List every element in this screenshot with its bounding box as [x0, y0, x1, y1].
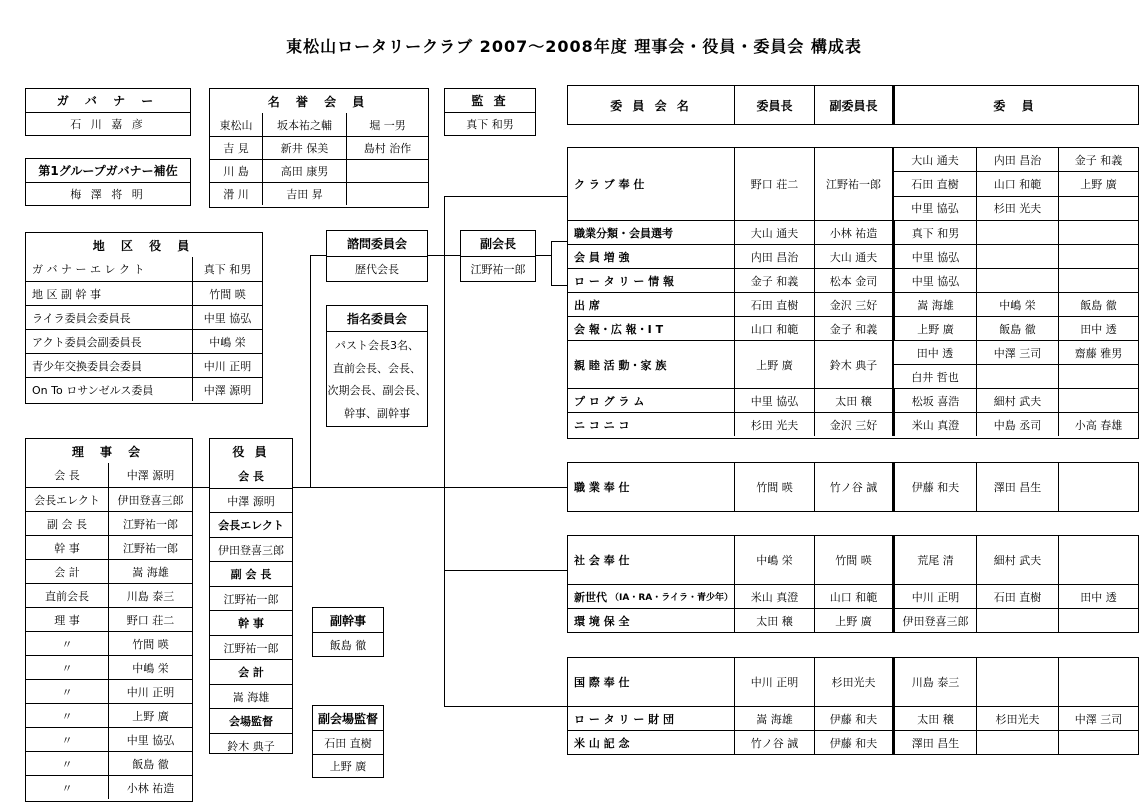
board-name: 中里 協弘 [108, 728, 192, 751]
board-name: 嵩 海雄 [108, 560, 192, 583]
committee-member: 白井 哲也 [911, 370, 959, 384]
committee-vice-chair: 江野祐一郎 [814, 148, 894, 220]
committee-chair: 中川 正明 [734, 658, 814, 706]
board-name: 上野 廣 [108, 704, 192, 727]
committee-chair: 竹間 暎 [734, 463, 814, 511]
nominating-header: 指名委員会 [346, 312, 407, 326]
honorary-member [346, 160, 428, 182]
member-subrow [894, 364, 1138, 388]
committee-vice-chair: 鈴木 典子 [814, 341, 894, 388]
governor-name: 石 川 嘉 彦 [70, 118, 146, 131]
committee-chair: 嵩 海雄 [734, 707, 814, 730]
table-row [568, 412, 1138, 436]
honorary-member [346, 183, 428, 205]
committee-member: 中澤 三司 [976, 341, 1058, 364]
board-name: 野口 荘二 [108, 608, 192, 631]
committee-member: 杉田 光夫 [976, 197, 1058, 220]
committee-name: 職業分類・会員選考 [574, 226, 673, 240]
board-name: 飯島 徹 [108, 752, 192, 775]
committee-member: 中里 協弘 [894, 269, 976, 292]
committee-vice-chair: 伊藤 和夫 [814, 731, 894, 754]
officer-name: 江野祐一郎 [223, 592, 279, 606]
committee-member: 川島 泰三 [894, 658, 976, 706]
committee-member: 澤田 昌生 [976, 463, 1058, 511]
connector-line [310, 255, 326, 256]
officer-role: 副 会 長 [230, 568, 272, 581]
vocational-box [567, 462, 1139, 512]
committee-member [1058, 365, 1138, 388]
board-box [25, 438, 193, 802]
table-row [26, 353, 262, 377]
table-row [26, 463, 192, 487]
committee-name: 会 員 増 強 [574, 250, 630, 264]
table-row [26, 487, 192, 511]
connector-line [193, 487, 209, 488]
table-row [568, 463, 1138, 511]
member-subrow [894, 341, 1138, 364]
board-role: 理 事 [54, 613, 80, 627]
table-row [26, 583, 192, 607]
table-row [568, 706, 1138, 730]
table-row [568, 148, 1138, 220]
committee-member [1058, 609, 1138, 632]
nominating-line: 幹事、副幹事 [344, 406, 410, 420]
committee-member: 伊田登喜三郎 [894, 609, 976, 632]
committee-member: 金子 和義 [1058, 148, 1138, 171]
chair-header: 委員長 [734, 86, 814, 124]
board-name: 江野祐一郎 [108, 512, 192, 535]
board-role: 副 会 長 [47, 517, 87, 531]
board-role: 会長エレクト [34, 493, 100, 507]
committee-member: 米山 真澄 [894, 413, 976, 436]
committee-member [976, 245, 1058, 268]
honorary-area: 滑 川 [223, 188, 249, 201]
committee-chair: 金子 和義 [734, 269, 814, 292]
committee-member: 石田 直樹 [976, 585, 1058, 608]
committee-chair: 内田 昌治 [734, 245, 814, 268]
group-governor-name: 梅 澤 将 明 [70, 188, 146, 201]
connector-line [293, 487, 567, 488]
committee-member: 山口 和範 [976, 172, 1058, 195]
committee-member: 中川 正明 [894, 585, 976, 608]
table-row [210, 488, 292, 512]
table-row [568, 730, 1138, 754]
committee-member: 中島 丞司 [976, 413, 1058, 436]
committee-name [568, 585, 734, 608]
table-row [568, 608, 1138, 632]
vice-sergeant-header: 副会場監督 [317, 711, 378, 726]
district-name: 中里 協弘 [192, 306, 262, 329]
district-name: 中澤 源明 [192, 378, 262, 401]
committee-member [1058, 658, 1138, 706]
committee-member [976, 221, 1058, 244]
officer-role: 会場監督 [229, 715, 273, 728]
connector-line [444, 196, 567, 197]
committee-member: 伊藤 和夫 [894, 463, 976, 511]
committee-vice-chair: 金沢 三好 [814, 413, 894, 436]
honorary-header: 名 誉 会 員 [267, 94, 371, 109]
committee-vice-chair: 竹ノ谷 誠 [814, 463, 894, 511]
table-row [26, 511, 192, 535]
honorary-area: 吉 見 [223, 142, 249, 155]
member-subrow [894, 148, 1138, 171]
connector-line [444, 706, 567, 707]
table-row [568, 292, 1138, 316]
officer-name: 江野祐一郎 [223, 641, 279, 655]
table-row [26, 377, 262, 401]
committee-member: 田中 透 [916, 346, 954, 360]
officer-role: 会長エレクト [218, 519, 284, 532]
connector-line [551, 285, 567, 286]
board-role: 〃 [61, 733, 73, 747]
table-row [210, 635, 292, 659]
honorary-member: 島村 治作 [346, 137, 428, 159]
governor-box [25, 88, 191, 136]
district-name: 中川 正明 [192, 354, 262, 377]
district-role: ライラ委員会委員長 [32, 311, 131, 325]
table-row [210, 182, 428, 205]
table-row [210, 659, 292, 684]
committee-name: ニ コ ニ コ [574, 418, 630, 432]
committee-chair: 上野 廣 [734, 341, 814, 388]
committee-name: 米 山 記 念 [574, 736, 630, 750]
committee-chair: 太田 穣 [734, 609, 814, 632]
committee-member [1058, 245, 1138, 268]
table-row [568, 536, 1138, 584]
club-service-members [894, 148, 1138, 220]
board-role: 〃 [61, 661, 73, 675]
vice-sergeant-name: 石田 直樹 [324, 736, 372, 750]
committee-member: 松坂 喜浩 [894, 389, 976, 412]
committee-note: （IA・RA・ライラ・青少年） [610, 593, 733, 603]
board-role: 〃 [61, 781, 73, 795]
committee-member [976, 609, 1058, 632]
honorary-area: 川 島 [223, 165, 249, 178]
committee-member: 齋藤 雅男 [1058, 341, 1138, 364]
board-role: 〃 [61, 637, 73, 651]
honorary-member: 高田 康男 [262, 160, 346, 182]
audit-box [444, 88, 536, 136]
committee-name: 環 境 保 全 [574, 614, 630, 628]
table-row [210, 586, 292, 610]
table-row [26, 631, 192, 655]
table-row [26, 257, 262, 281]
table-row [26, 329, 262, 353]
vice-sergeant-box [312, 705, 384, 778]
district-box [25, 232, 263, 404]
vice-chair-header: 副委員長 [814, 86, 894, 124]
table-row [26, 727, 192, 751]
committee-member [1058, 197, 1138, 220]
connector-line [444, 196, 445, 707]
table-row [568, 658, 1138, 706]
committee-member: 杉田光夫 [976, 707, 1058, 730]
community-box [567, 535, 1139, 633]
board-name: 中澤 源明 [108, 463, 192, 487]
governor-header: ガ バ ナ ー [56, 94, 160, 108]
district-role: 青少年交換委員会委員 [32, 359, 142, 373]
board-role: 直前会長 [45, 589, 89, 603]
board-name: 川島 泰三 [108, 584, 192, 607]
vice-secretary-name: 飯島 徹 [329, 638, 367, 652]
board-role: 会 長 [54, 469, 80, 482]
table-row [210, 512, 292, 537]
honorary-member: 吉田 昇 [262, 183, 346, 205]
committee-vice-chair: 上野 廣 [814, 609, 894, 632]
committee-member: 澤田 昌生 [894, 731, 976, 754]
committee-member [1058, 463, 1138, 511]
board-name: 竹間 暎 [108, 632, 192, 655]
committee-member: 飯島 徹 [1058, 293, 1138, 316]
group-governor-box [25, 158, 191, 206]
connector-line [444, 570, 567, 571]
connector-line [551, 241, 552, 285]
committee-member [1058, 269, 1138, 292]
table-row [26, 679, 192, 703]
committee-member [976, 731, 1058, 754]
officer-name: 鈴木 典子 [227, 739, 275, 753]
advisory-value: 歴代会長 [355, 263, 399, 276]
board-name: 伊田登喜三郎 [108, 488, 192, 511]
committee-name: 社 会 奉 仕 [574, 554, 630, 567]
table-row [210, 684, 292, 708]
board-header: 理 事 会 [71, 444, 147, 459]
table-row [568, 268, 1138, 292]
committee-member [1058, 536, 1138, 584]
committee-member [976, 269, 1058, 292]
committee-member: 中里 協弘 [894, 245, 976, 268]
board-role: 会 計 [54, 565, 80, 579]
board-role: 〃 [61, 685, 73, 699]
officer-name: 伊田登喜三郎 [218, 543, 284, 557]
nominating-line: 次期会長、副会長、 [327, 384, 427, 398]
table-row [568, 388, 1138, 412]
table-row [26, 535, 192, 559]
committee-vice-chair: 太田 穣 [814, 389, 894, 412]
board-name: 中嶋 栄 [108, 656, 192, 679]
audit-name: 真下 和男 [466, 118, 514, 131]
vice-president-box [460, 230, 536, 282]
connector-line [310, 255, 311, 487]
committee-vice-chair: 杉田光夫 [814, 658, 894, 706]
table-row [26, 305, 262, 329]
honorary-box [209, 88, 429, 208]
member-subrow [894, 196, 1138, 220]
committee-vice-chair: 大山 通夫 [814, 245, 894, 268]
officer-role: 会 計 [238, 666, 264, 679]
table-row [568, 220, 1138, 244]
committee-member: 荒尾 清 [894, 536, 976, 584]
committee-name: ク ラ ブ 奉 仕 [574, 178, 645, 191]
board-role: 〃 [61, 709, 73, 723]
table-row [26, 559, 192, 583]
committee-member [976, 365, 1058, 388]
table-row [210, 733, 292, 757]
committee-member: 小高 春雄 [1058, 413, 1138, 436]
committee-name: プ ロ グ ラ ム [574, 394, 645, 408]
club-service-box [567, 147, 1139, 439]
committee-vice-chair: 松本 金司 [814, 269, 894, 292]
nominating-line: 直前会長、会長、 [333, 361, 421, 375]
committee-member: 太田 穣 [894, 707, 976, 730]
international-box [567, 657, 1139, 755]
honorary-member: 坂本祐之輔 [262, 113, 346, 136]
committee-vice-chair: 金沢 三好 [814, 293, 894, 316]
table-row [210, 561, 292, 586]
table-row [210, 610, 292, 635]
committee-vice-chair: 金子 和義 [814, 317, 894, 340]
connector-line [536, 255, 551, 256]
officers-box [209, 438, 293, 754]
nominating-box [326, 305, 428, 427]
district-role: ガ バ ナ ー エ レ ク ト [32, 263, 145, 276]
vice-sergeant-name: 上野 廣 [329, 760, 367, 773]
committee-member: 中嶋 栄 [976, 293, 1058, 316]
committee-member: 真下 和男 [894, 221, 976, 244]
table-row [210, 159, 428, 182]
table-row [568, 244, 1138, 268]
committee-vice-chair: 小林 祐造 [814, 221, 894, 244]
committee-member: 石田 直樹 [911, 177, 959, 191]
committee-chair: 中嶋 栄 [734, 536, 814, 584]
committee-vice-chair: 山口 和範 [814, 585, 894, 608]
board-name: 中川 正明 [108, 680, 192, 703]
board-name: 小林 祐造 [108, 776, 192, 799]
vice-president-header: 副会長 [479, 237, 516, 251]
table-row [568, 316, 1138, 340]
committee-chair: 中里 協弘 [734, 389, 814, 412]
table-row [26, 751, 192, 775]
honorary-area: 東松山 [219, 118, 253, 132]
advisory-header: 諮問委員会 [346, 237, 407, 251]
honorary-member: 新井 保美 [262, 137, 346, 159]
committee-member: 上野 廣 [1058, 172, 1138, 195]
committee-member: 中澤 三司 [1058, 707, 1138, 730]
committee-member: 大山 通夫 [911, 153, 959, 167]
district-name: 竹間 暎 [192, 282, 262, 305]
district-role: 地 区 副 幹 事 [32, 287, 101, 301]
committee-name: 親 睦 活 動・家 族 [574, 358, 667, 372]
table-row [568, 340, 1138, 388]
committee-name: 出 席 [574, 298, 600, 312]
table-row [210, 463, 292, 488]
table-row [26, 775, 192, 799]
page-title: 東松山ロータリークラブ 2007～2008年度 理事会・役員・委員会 構成表 [286, 37, 862, 56]
committee-chair: 米山 真澄 [734, 585, 814, 608]
officer-name: 嵩 海雄 [232, 690, 270, 704]
audit-header: 監 査 [471, 94, 509, 108]
committee-member: 中里 協弘 [911, 202, 959, 216]
committee-member: 田中 透 [1058, 317, 1138, 340]
vice-president-name: 江野祐一郎 [470, 263, 526, 276]
committee-name: ロ ー タ リ ー 情 報 [574, 274, 674, 288]
vice-secretary-header: 副幹事 [329, 613, 366, 628]
table-row [210, 136, 428, 159]
district-name: 真下 和男 [192, 257, 262, 281]
committee-header-box [567, 85, 1139, 125]
committee-chair: 石田 直樹 [734, 293, 814, 316]
committee-name: ロ ー タ リ ー 財 団 [574, 712, 674, 726]
district-role: アクト委員会副委員長 [32, 335, 142, 349]
committee-chair: 大山 通夫 [734, 221, 814, 244]
committee-member [1058, 389, 1138, 412]
table-row [210, 537, 292, 561]
committee-vice-chair: 竹間 暎 [814, 536, 894, 584]
member-subrow [894, 171, 1138, 195]
table-row [210, 708, 292, 733]
committee-chair: 竹ノ谷 誠 [734, 731, 814, 754]
committee-member: 細村 武夫 [976, 389, 1058, 412]
committee-vice-chair: 伊藤 和夫 [814, 707, 894, 730]
table-row [26, 655, 192, 679]
district-name: 中嶋 栄 [192, 330, 262, 353]
vice-secretary-box [312, 607, 384, 657]
committee-chair: 杉田 光夫 [734, 413, 814, 436]
officer-name: 中澤 源明 [227, 494, 275, 508]
committee-member: 田中 透 [1058, 585, 1138, 608]
committee-member [1058, 731, 1138, 754]
members-header: 委 員 [894, 86, 1138, 124]
committee-member: 内田 昌治 [976, 148, 1058, 171]
officer-role: 幹 事 [238, 617, 264, 630]
committee-name: 国 際 奉 仕 [574, 676, 630, 689]
table-row [26, 281, 262, 305]
board-role: 幹 事 [54, 541, 80, 555]
committee-name-text: 新世代 [574, 590, 607, 604]
committee-member: 上野 廣 [894, 317, 976, 340]
officer-role: 会 長 [238, 469, 264, 483]
group-governor-header: 第1グループガバナー補佐 [38, 164, 178, 178]
committee-name: 職 業 奉 仕 [574, 481, 630, 494]
committee-chair: 野口 荘二 [734, 148, 814, 220]
connector-line [551, 241, 567, 242]
committee-chair: 山口 和範 [734, 317, 814, 340]
board-name: 江野祐一郎 [108, 536, 192, 559]
nominating-line: パスト会長3名、 [335, 339, 419, 353]
fellowship-members [894, 341, 1138, 388]
committee-name-header: 委 員 会 名 [610, 98, 692, 113]
table-row [210, 113, 428, 136]
committee-member [976, 658, 1058, 706]
district-role: On To ロサンゼルス委員 [32, 383, 154, 397]
table-row [568, 584, 1138, 608]
committee-name: 会 報・広 報・I T [574, 322, 664, 336]
district-header: 地 区 役 員 [92, 238, 196, 253]
committee-member: 嵩 海雄 [894, 293, 976, 316]
table-row [26, 607, 192, 631]
committee-member: 細村 武夫 [976, 536, 1058, 584]
board-role: 〃 [61, 757, 73, 771]
committee-member: 飯島 徹 [976, 317, 1058, 340]
committee-member [1058, 221, 1138, 244]
honorary-member: 堀 一男 [346, 113, 428, 136]
table-row [26, 703, 192, 727]
advisory-box [326, 230, 428, 282]
officers-header: 役 員 [232, 444, 270, 459]
